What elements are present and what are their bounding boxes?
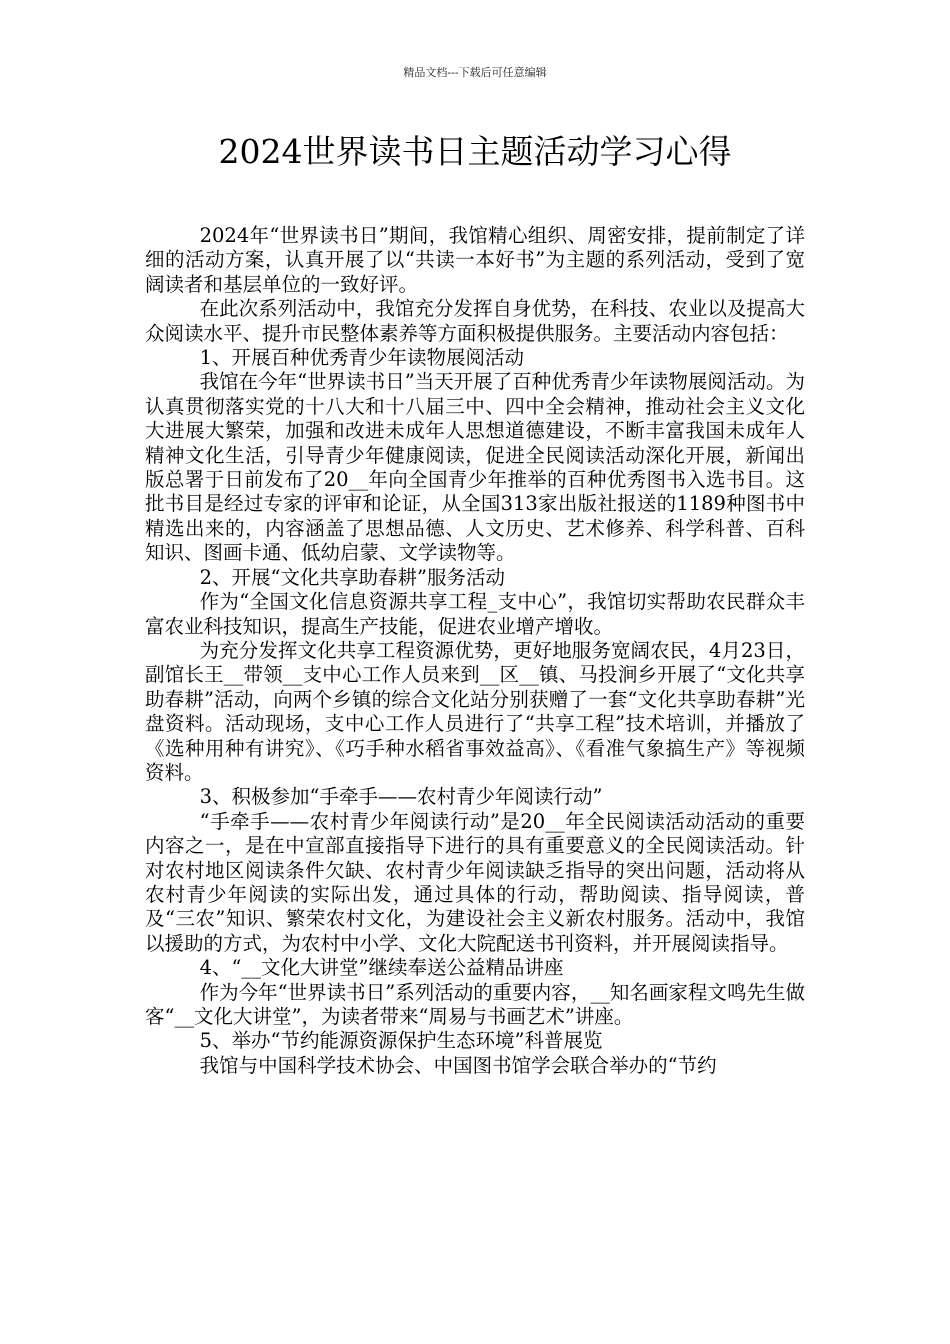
section-heading-1: 1、开展百种优秀青少年读物展阅活动 [199, 346, 525, 370]
paragraph-overview: 在此次系列活动中，我馆充分发挥自身优势，在科技、农业以及提高大众阅读水平、提升市民整体素养等方面积极提供服务。主要活动内容包括： [145, 297, 805, 345]
paragraph-section-3: “手牵手——农村青少年阅读行动”是20__年全民阅读活动活动的重要内容之一，是在中宣部直接指导下进行的具有重要意义的全民阅读活动。针对农村地区阅读条件欠缺、农村青少年阅读缺乏指导的突出问题，活动将从农村青少年阅读的实际出发，通过具体的行动，帮助阅读、指导阅读，普及“三农”知识、繁荣农村文化，为建设社会主义新农村服务。活动中，我馆以援助的方式，为农村中小学、文化大院配送书刊资料，并开展阅读指导。 [145, 809, 805, 955]
paragraph-intro: 2024年“世界读书日”期间，我馆精心组织、周密安排，提前制定了详细的活动方案，认真开展了以“共读一本好书”为主题的系列活动，受到了宽阔读者和基层单位的一致好评。 [145, 224, 805, 296]
page-title: 2024世界读书日主题活动学习心得 [218, 132, 732, 171]
section-heading-4: 4、“__文化大讲堂”继续奉送公益精品讲座 [199, 956, 564, 980]
section-heading-5: 5、举办“节约能源资源保护生态环境”科普展览 [199, 1029, 603, 1053]
paragraph-section-5: 我馆与中国科学技术协会、中国图书馆学会联合举办的“节约 [199, 1053, 717, 1077]
paragraph-section-4: 作为今年“世界读书日”系列活动的重要内容，__知名画家程文鸣先生做客“__文化大讲堂”，为读者带来“周易与书画艺术”讲座。 [145, 980, 805, 1028]
section-heading-2: 2、开展“文化共享助春耕”服务活动 [199, 565, 505, 589]
header-note: 精品文档---下载后可任意编辑 [403, 66, 547, 79]
section-heading-3: 3、积极参加“手牵手——农村青少年阅读行动” [199, 785, 603, 809]
paragraph-section-1: 我馆在今年“世界读书日”当天开展了百种优秀青少年读物展阅活动。为认真贯彻落实党的十八大和十八届三中、四中全会精神，推动社会主义文化大进展大繁荣，加强和改进未成年人思想道德建设，不断丰富我国未成年人精神文化生活，引导青少年健康阅读，促进全民阅读活动深化开展，新闻出版总署于日前发布了20__年向全国青少年推举的百种优秀图书入选书目。这批书目是经过专家的评审和论证，从全国313家出版社报送的1189种图书中精选出来的，内容涵盖了思想品德、人文历史、艺术修养、科学科普、百科知识、图画卡通、低幼启蒙、文学读物等。 [145, 370, 805, 565]
paragraph-section-2a: 作为“全国文化信息资源共享工程_支中心”，我馆切实帮助农民群众丰富农业科技知识，提高生产技能，促进农业增产增收。 [145, 590, 805, 638]
document-body [145, 224, 805, 1078]
paragraph-section-2b: 为充分发挥文化共享工程资源优势，更好地服务宽阔农民，4月23日，副馆长王__带领__支中心工作人员来到__区__镇、马投涧乡开展了“文化共享助春耕”活动，向两个乡镇的综合文化站分别获赠了一套“文化共享助春耕”光盘资料。活动现场，支中心工作人员进行了“共享工程”技术培训，并播放了《选种用种有讲究》、《巧手种水稻省事效益高》、《看准气象搞生产》等视频资料。 [145, 638, 805, 784]
